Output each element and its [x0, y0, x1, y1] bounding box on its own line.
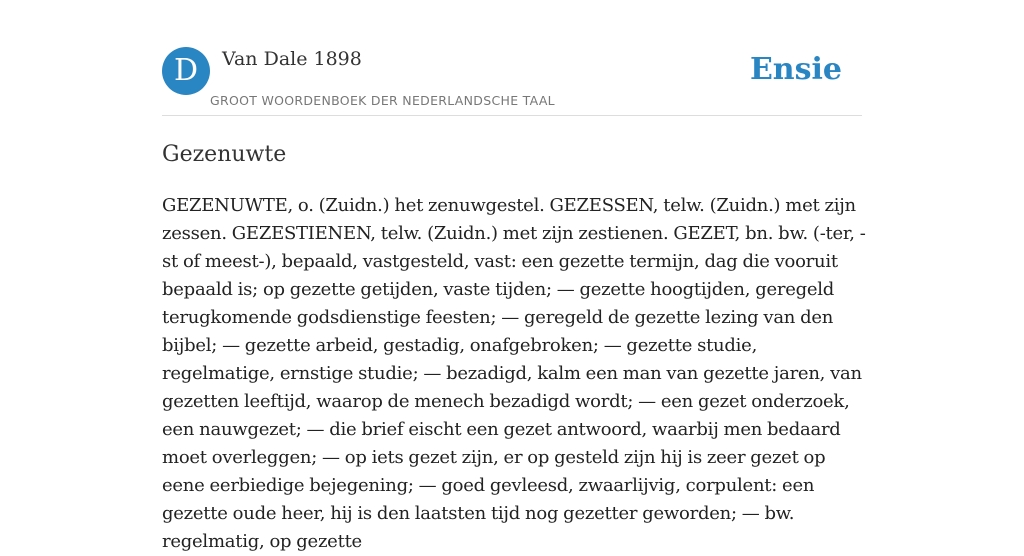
dictionary-title[interactable]: Van Dale 1898 [222, 48, 362, 70]
dictionary-logo-icon[interactable]: D [162, 47, 210, 95]
entry-definition: GEZENUWTE, o. (Zuidn.) het zenuwgestel. GEZESSEN, telw. (Zuidn.) met zijn zessen. GEZESTIENEN, telw. (Zuidn.) met zijn zestienen. GEZET, bn. bw. (-ter, -st of meest-), bepaald, vastgesteld, vast: een gezette termijn, dag die vooruit bepaald is; op gezette getijden, vaste tijden; — gezette hoogtijden, geregeld terugkomende godsdienstige feesten; — geregeld de gezette lezing van den bijbel; — gezette arbeid, gestadig, onafgebroken; — gezette studie, regelmatige, ernstige studie; — bezadigd, kalm een man van gezette jaren, van gezetten leeftijd, waarop de menech bezadigd wordt; — een gezet onderzoek, een nauwgezet; — die brief eischt een gezet antwoord, waarbij men bedaard moet overleggen; — op iets gezet zijn, er op gesteld zijn hij is zeer gezet op eene eerbiedige bejegening; — goed gevleesd, zwaarlijvig, corpulent: een gezette oude heer, hij is den laatsten tijd nog gezetter geworden; — bw. regelmatig, op gezette [162, 195, 866, 552]
brand-logo-link[interactable]: Ensie [749, 52, 842, 87]
dictionary-subtitle: GROOT WOORDENBOEK DER NEDERLANDSCHE TAAL [210, 93, 555, 108]
site-header [162, 46, 862, 116]
entry-title: Gezenuwte [162, 142, 287, 167]
